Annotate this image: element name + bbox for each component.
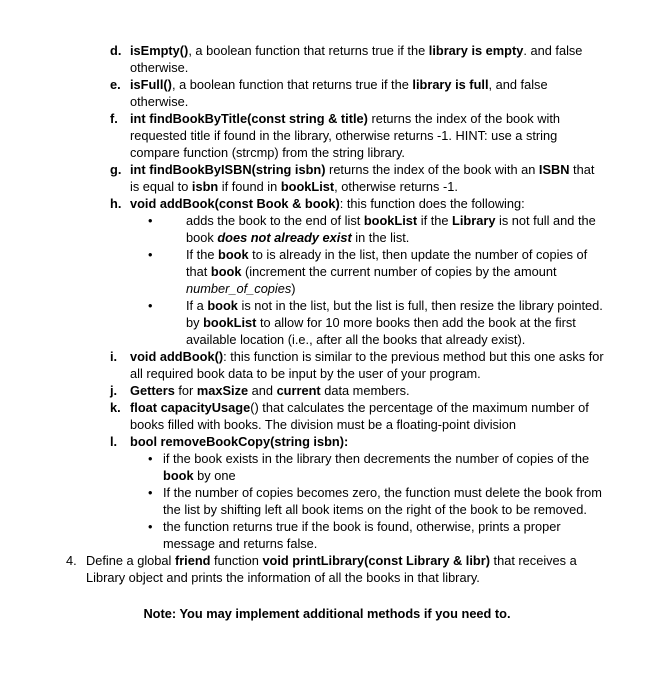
- text-segment: and: [248, 383, 277, 398]
- text-segment: : this function is similar to the previous method but this one asks for all required book data to be input by the user of your program.: [130, 349, 604, 381]
- list-item-text: [130, 433, 604, 450]
- list-item-text: [130, 110, 604, 161]
- list-item-text: [163, 518, 604, 552]
- list-item-label: •: [148, 519, 153, 534]
- list-item-label: j.: [110, 383, 118, 398]
- list-item-text: [130, 399, 604, 433]
- text-segment: does not already exist: [217, 230, 352, 245]
- text-segment: if found in: [218, 179, 281, 194]
- note-text: [143, 606, 510, 621]
- list-item-label: e.: [110, 77, 121, 92]
- list-item-label: 4.: [66, 553, 77, 568]
- text-segment: int findBookByTitle(const string & title): [130, 111, 368, 126]
- text-segment: Define a global: [86, 553, 175, 568]
- list-item-label: •: [148, 247, 153, 262]
- list-item-label: d.: [110, 43, 122, 58]
- text-segment: is not full and the book: [186, 213, 596, 245]
- text-segment: ISBN: [538, 162, 570, 177]
- text-segment: isEmpty(): [130, 43, 189, 58]
- text-segment: , a boolean function that returns true if the: [188, 43, 429, 58]
- text-segment: the function returns true if the book is found, otherwise, prints a proper message and returns false.: [163, 519, 561, 551]
- text-segment: Getters: [130, 383, 175, 398]
- list-item-text: [130, 76, 604, 110]
- document-body: [0, 42, 654, 586]
- list-item: [0, 433, 654, 450]
- list-item: [0, 382, 654, 399]
- text-segment: void addBook(): [130, 349, 224, 364]
- text-segment: If the: [186, 247, 219, 262]
- text-segment: bookList: [280, 179, 335, 194]
- list-item: [0, 195, 654, 212]
- list-item-label: l.: [110, 434, 118, 449]
- list-item: [0, 484, 654, 518]
- text-segment: book: [207, 298, 238, 313]
- list-item: [0, 399, 654, 433]
- text-segment: If a: [186, 298, 208, 313]
- list-item: [0, 42, 654, 76]
- text-segment: for: [174, 383, 197, 398]
- text-segment: ): [291, 281, 296, 296]
- list-item: [0, 212, 654, 246]
- list-item-text: [130, 42, 604, 76]
- list-item-text: [130, 348, 604, 382]
- text-segment: library is full: [412, 77, 489, 92]
- text-segment: to allow for 10 more books then add the book at the first available location (i.e., after all the books that already exist).: [186, 315, 576, 347]
- text-segment: data members.: [320, 383, 410, 398]
- text-segment: that is equal to: [130, 162, 595, 194]
- list-item: [0, 76, 654, 110]
- text-segment: book: [218, 247, 249, 262]
- text-segment: Note: You may implement additional methods if you need to.: [143, 606, 511, 621]
- text-segment: returns the index of the book with an: [325, 162, 539, 177]
- text-segment: void addBook(const Book & book): [130, 196, 340, 211]
- list-item-text: [186, 212, 604, 246]
- list-item: [0, 161, 654, 195]
- text-segment: by one: [193, 468, 236, 483]
- text-segment: (increment the current number of copies by the amount: [241, 264, 557, 279]
- text-segment: that receives a Library object and prints the information of all the books in that library.: [86, 553, 577, 585]
- list-item: [0, 518, 654, 552]
- list-item-label: •: [148, 213, 153, 228]
- list-item-label: •: [148, 485, 153, 500]
- list-item: [0, 348, 654, 382]
- list-item-label: •: [148, 451, 153, 466]
- list-item-label: k.: [110, 400, 121, 415]
- text-segment: current: [276, 383, 321, 398]
- text-segment: book: [163, 468, 194, 483]
- text-segment: library is empty: [428, 43, 524, 58]
- list-item-label: g.: [110, 162, 122, 177]
- text-segment: isFull(): [130, 77, 172, 92]
- text-segment: float capacityUsage: [130, 400, 251, 415]
- list-item-text: [130, 161, 604, 195]
- text-segment: bookList: [203, 315, 257, 330]
- list-item-label: f.: [110, 111, 118, 126]
- list-item: [0, 450, 654, 484]
- list-item-label: •: [148, 298, 153, 313]
- list-item: [0, 110, 654, 161]
- text-segment: void printLibrary(const Library & libr): [262, 553, 490, 568]
- text-segment: , otherwise returns -1.: [334, 179, 458, 194]
- list-item: [0, 552, 654, 586]
- list-item-text: [163, 484, 604, 518]
- list-item: [0, 246, 654, 297]
- list-item-label: i.: [110, 349, 118, 364]
- text-segment: function: [210, 553, 263, 568]
- text-segment: , and false otherwise.: [130, 77, 548, 109]
- text-segment: bookList: [363, 213, 418, 228]
- list-item-text: [163, 450, 604, 484]
- text-segment: number_of_copies: [186, 281, 292, 296]
- list-item-label: h.: [110, 196, 122, 211]
- text-segment: . and false otherwise.: [130, 43, 583, 75]
- list-item: [0, 297, 654, 348]
- text-segment: is not in the list, but the list is full, then resize the library pointed. by: [186, 298, 603, 330]
- text-segment: adds the book to the end of list: [186, 213, 364, 228]
- text-segment: returns the index of the book with requested title if found in the library, otherwise returns -1. HINT: use a string compare function (strcmp) from the string library.: [130, 111, 561, 160]
- list-item-text: [186, 297, 604, 348]
- text-segment: isbn: [191, 179, 219, 194]
- text-segment: () that calculates the percentage of the maximum number of books filled with books. The division must be a floating-point division: [130, 400, 589, 432]
- list-item-text: [130, 195, 604, 212]
- text-segment: : this function does the following:: [339, 196, 525, 211]
- text-segment: if the: [417, 213, 453, 228]
- text-segment: in the list.: [351, 230, 410, 245]
- text-segment: bool removeBookCopy(string isbn):: [130, 434, 349, 449]
- note: [0, 605, 654, 622]
- list-item-text: [186, 246, 604, 297]
- text-segment: to is already in the list, then update the number of copies of that: [186, 247, 588, 279]
- text-segment: book: [210, 264, 242, 279]
- text-segment: int findBookByISBN(string isbn): [130, 162, 326, 177]
- text-segment: if the book exists in the library then decrements the number of copies of the: [163, 451, 590, 466]
- text-segment: Library: [452, 213, 496, 228]
- list-item-text: [86, 552, 604, 586]
- text-segment: maxSize: [196, 383, 249, 398]
- list-item-text: [130, 382, 604, 399]
- text-segment: If the number of copies becomes zero, the function must delete the book from the list by shifting left all book items on the right of the book to be removed.: [163, 485, 602, 517]
- text-segment: , a boolean function that returns true if the: [171, 77, 413, 92]
- text-segment: friend: [174, 553, 211, 568]
